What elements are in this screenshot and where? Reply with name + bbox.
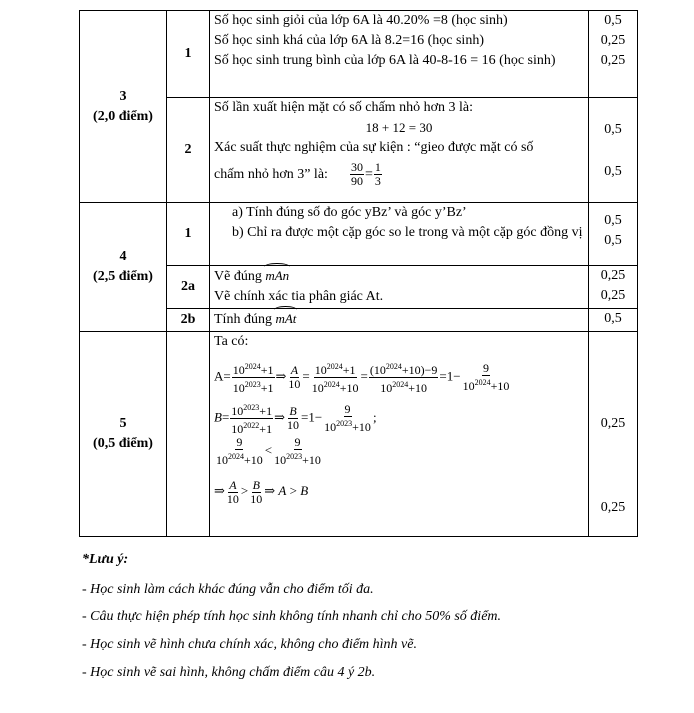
notes-title: *Lưu ý: bbox=[82, 552, 129, 567]
answer-cell bbox=[210, 98, 589, 203]
question-score: (0,5 điểm) bbox=[93, 436, 153, 451]
note-item: - Học sinh vẽ sai hình, không chấm điểm câu 4 ý 2b. bbox=[82, 665, 376, 680]
points-cell bbox=[589, 309, 638, 332]
table-row bbox=[80, 203, 638, 266]
note-item: - Học sinh vẽ hình chưa chính xác, không cho điểm hình vẽ. bbox=[82, 637, 417, 652]
points-value: 0,5 bbox=[604, 13, 622, 28]
answer-line: Xác suất thực nghiệm của sự kiện : “gieo được mặt có số bbox=[214, 140, 534, 155]
math-expression-b: B= $\frac{10^{2023}+1}{10^{2022}+1}$ ⇒ $\frac{B}{10}$ =1− $\frac{9}{10^{2023}+10}$ ; bbox=[214, 402, 377, 436]
denominator: 90 bbox=[350, 174, 363, 189]
answer-line: Số học sinh khá của lớp 6A là 8.2=16 (học sinh) bbox=[214, 33, 484, 48]
answer-cell bbox=[210, 309, 589, 332]
part-label: 2 bbox=[167, 98, 210, 203]
points-value: 0,5 bbox=[604, 122, 622, 137]
points-cell bbox=[589, 98, 638, 203]
table-row bbox=[80, 332, 638, 537]
answer-cell bbox=[210, 203, 589, 266]
answer-line: b) Chỉ ra được một cặp góc so le trong và một cặp góc đồng vị bbox=[232, 225, 583, 240]
question-cell bbox=[80, 203, 167, 332]
answer-cell bbox=[210, 266, 589, 309]
answer-text: Vẽ đúng bbox=[214, 269, 262, 284]
grading-table bbox=[79, 10, 638, 537]
answer-line bbox=[214, 309, 584, 330]
math-inequality: $\frac{9}{10^{2024}+10}$ < $\frac{9}{10^{2023}+10}$ bbox=[216, 435, 321, 467]
fraction bbox=[374, 161, 382, 188]
angle-symbol: mAn bbox=[265, 266, 289, 286]
points-cell bbox=[589, 203, 638, 266]
points-value: 0,5 bbox=[604, 164, 622, 179]
points-cell bbox=[589, 266, 638, 309]
answer-cell bbox=[210, 332, 589, 537]
answer-cell bbox=[210, 11, 589, 98]
denominator: 3 bbox=[374, 174, 381, 189]
answer-line bbox=[214, 266, 584, 287]
angle-symbol: mAt bbox=[275, 309, 296, 329]
answer-line: Số lần xuất hiện mặt có số chấm nhỏ hơn 3 là: bbox=[214, 100, 473, 115]
part-label: 1 bbox=[167, 11, 210, 98]
answer-line: chấm nhỏ hơn 3” là: $\frac{30}{90}$ = $\frac{1}{3}$ bbox=[214, 160, 381, 189]
points-value: 0,25 bbox=[600, 33, 626, 48]
points-value: 0,25 bbox=[600, 416, 626, 431]
answer-text: Tính đúng bbox=[214, 312, 272, 327]
points-cell bbox=[589, 11, 638, 98]
math-expression-a: A= $\frac{10^{2024}+1}{10^{2023}+1}$ ⇒ $\frac{A}{10}$ = $\frac{10^{2024}+1}{10^{2024}+10}$ = $\frac{(10^{2024}+10)-9}{10^{2024}+10}$ =1− $\frac{9}{10^{2024}+10}$ bbox=[214, 361, 510, 395]
answer-text: chấm nhỏ hơn 3” là: bbox=[214, 167, 328, 182]
points-value: 0,25 bbox=[600, 288, 626, 303]
fraction bbox=[350, 161, 364, 188]
points-value: 0,25 bbox=[600, 268, 626, 283]
question-number: 3 bbox=[119, 88, 127, 104]
question-cell bbox=[80, 11, 167, 203]
points-value: 0,25 bbox=[600, 53, 626, 68]
answer-line: Ta có: bbox=[214, 334, 249, 349]
math-conclusion: ⇒ $\frac{A}{10}$ > $\frac{B}{10}$ ⇒ A > B bbox=[214, 477, 309, 506]
answer-line: Số học sinh giỏi của lớp 6A là 40.20% =8 (học sinh) bbox=[214, 13, 508, 28]
answer-line: a) Tính đúng số đo góc yBz’ và góc y’Bz’ bbox=[232, 205, 467, 220]
points-value: 0,5 bbox=[604, 311, 622, 326]
question-cell bbox=[80, 332, 167, 537]
question-score: (2,0 điểm) bbox=[93, 108, 153, 124]
numerator: 1 bbox=[374, 160, 381, 175]
formula: 18 + 12 = 30 bbox=[365, 120, 433, 135]
answer-line: Vẽ chính xác tia phân giác At. bbox=[214, 289, 384, 304]
answer-line: Số học sinh trung bình của lớp 6A là 40-8-16 = 16 (học sinh) bbox=[214, 53, 556, 68]
note-item: - Học sinh làm cách khác đúng vẫn cho điểm tối đa. bbox=[82, 582, 374, 597]
part-label: 1 bbox=[167, 203, 210, 266]
points-value: 0,5 bbox=[604, 213, 622, 228]
part-label: 2b bbox=[167, 309, 210, 332]
points-cell bbox=[589, 332, 638, 537]
part-label: 2a bbox=[167, 266, 210, 309]
numerator: 30 bbox=[350, 160, 363, 175]
part-label bbox=[167, 332, 210, 537]
question-number: 5 bbox=[119, 416, 127, 431]
question-number: 4 bbox=[119, 249, 127, 264]
table-row bbox=[80, 11, 638, 98]
question-score: (2,5 điểm) bbox=[93, 269, 153, 284]
note-item: - Câu thực hiện phép tính học sinh không tính nhanh chỉ cho 50% số điểm. bbox=[82, 609, 502, 624]
points-value: 0,25 bbox=[600, 500, 626, 515]
points-value: 0,5 bbox=[604, 233, 622, 248]
